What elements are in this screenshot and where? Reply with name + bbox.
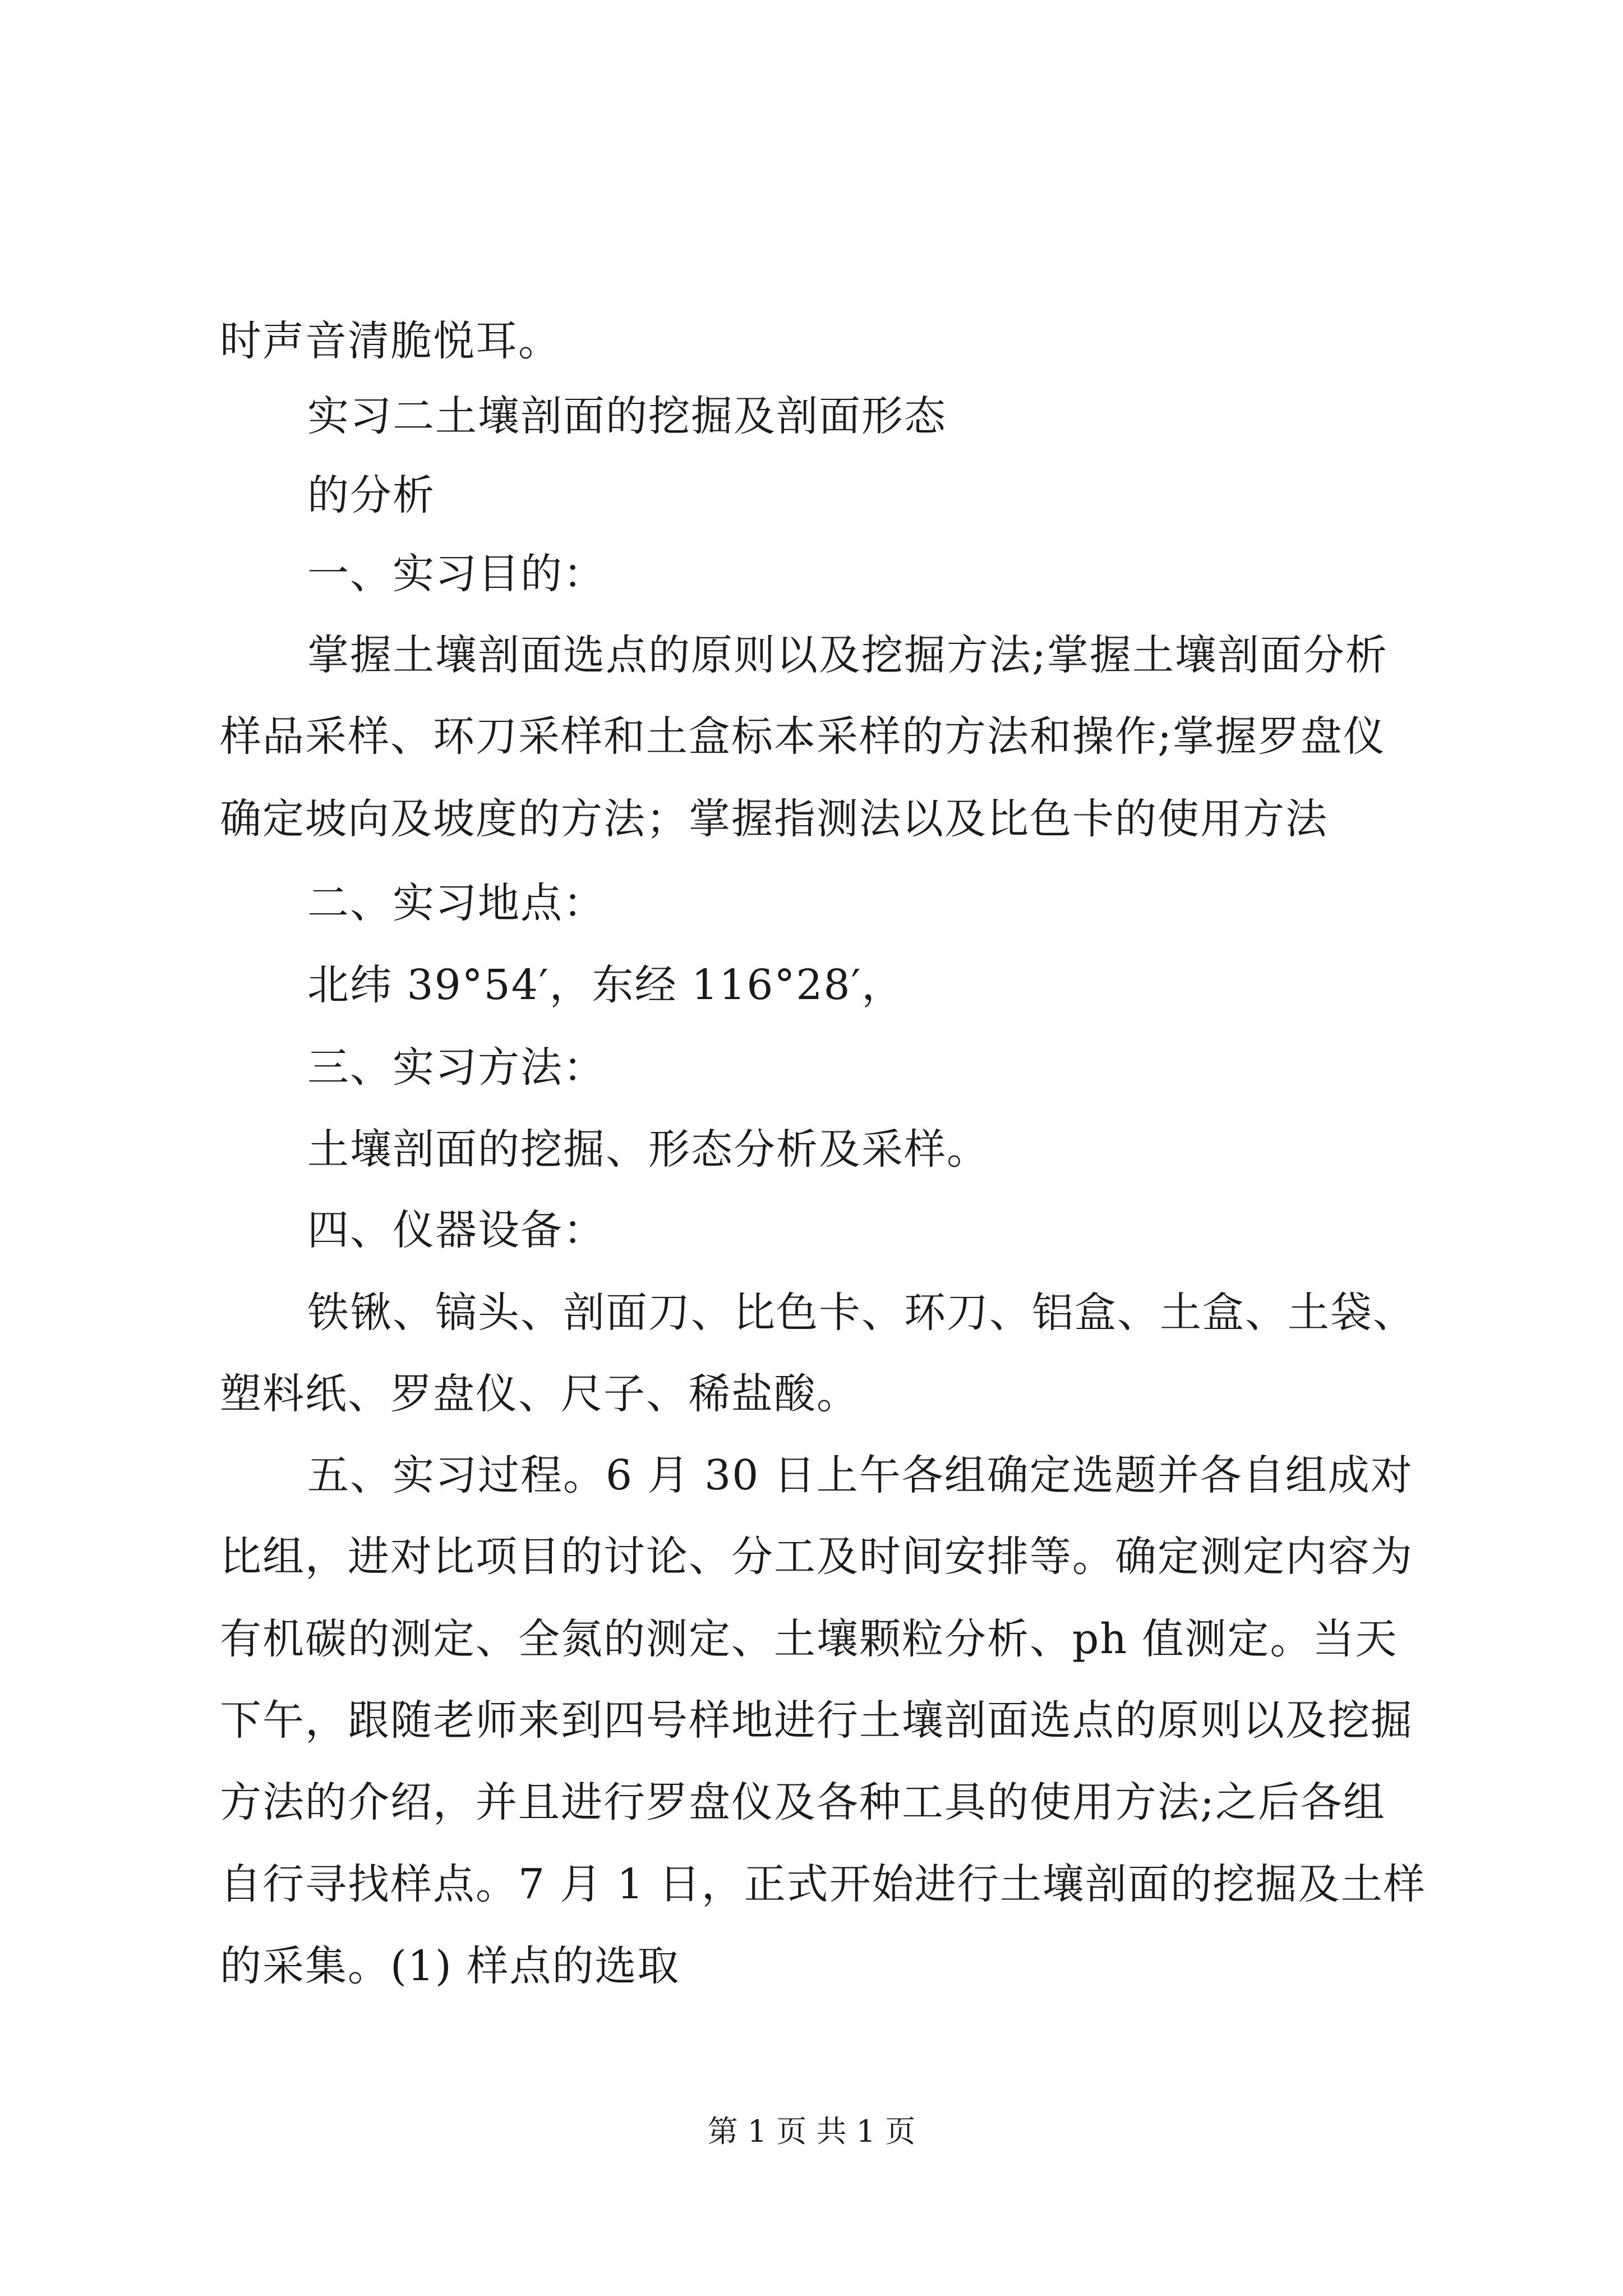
body-line: 北纬 39°54′，东经 116°28′， bbox=[307, 961, 905, 1009]
body-line: 五、实习过程。6 月 30 日上午各组确定选题并各自组成对 bbox=[307, 1451, 1413, 1499]
heading-equipment: 四、仪器设备： bbox=[307, 1206, 606, 1254]
body-line: 掌握土壤剖面选点的原则以及挖掘方法;掌握土壤剖面分析 bbox=[307, 631, 1388, 679]
body-line: 土壤剖面的挖掘、形态分析及采样。 bbox=[307, 1125, 989, 1174]
heading-method: 三、实习方法： bbox=[307, 1043, 606, 1092]
body-line: 方法的介绍，并且进行罗盘仪及各种工具的使用方法;之后各组 bbox=[220, 1778, 1386, 1826]
body-line: 的采集。(1) 样点的选取 bbox=[220, 1942, 680, 1990]
body-line: 塑料纸、罗盘仪、尺子、稀盐酸。 bbox=[220, 1370, 859, 1418]
body-line: 铁锹、镐头、剖面刀、比色卡、环刀、铝盒、土盒、土袋、 bbox=[307, 1289, 1415, 1337]
body-line: 样品采样、环刀采样和土盒标本采样的方法和操作;掌握罗盘仪 bbox=[220, 712, 1386, 761]
body-line: 确定坡向及坡度的方法；掌握指测法以及比色卡的使用方法 bbox=[220, 795, 1328, 843]
section-title-line: 的分析 bbox=[307, 471, 435, 519]
body-line: 自行寻找样点。7 月 1 日，正式开始进行土壤剖面的挖掘及土样 bbox=[220, 1860, 1426, 1908]
page-footer: 第 1 页 共 1 页 bbox=[707, 2114, 916, 2149]
body-line: 下午，跟随老师来到四号样地进行土壤剖面选点的原则以及挖掘 bbox=[220, 1696, 1413, 1745]
body-line: 有机碳的测定、全氮的测定、土壤颗粒分析、ph 值测定。当天 bbox=[220, 1615, 1398, 1663]
body-line: 比组，进对比项目的讨论、分工及时间安排等。确定测定内容为 bbox=[220, 1533, 1413, 1581]
section-title-line: 实习二土壤剖面的挖掘及剖面形态 bbox=[307, 392, 947, 440]
body-line: 时声音清脆悦耳。 bbox=[220, 317, 561, 365]
heading-objective: 一、实习目的： bbox=[307, 550, 606, 598]
heading-location: 二、实习地点： bbox=[307, 879, 606, 927]
